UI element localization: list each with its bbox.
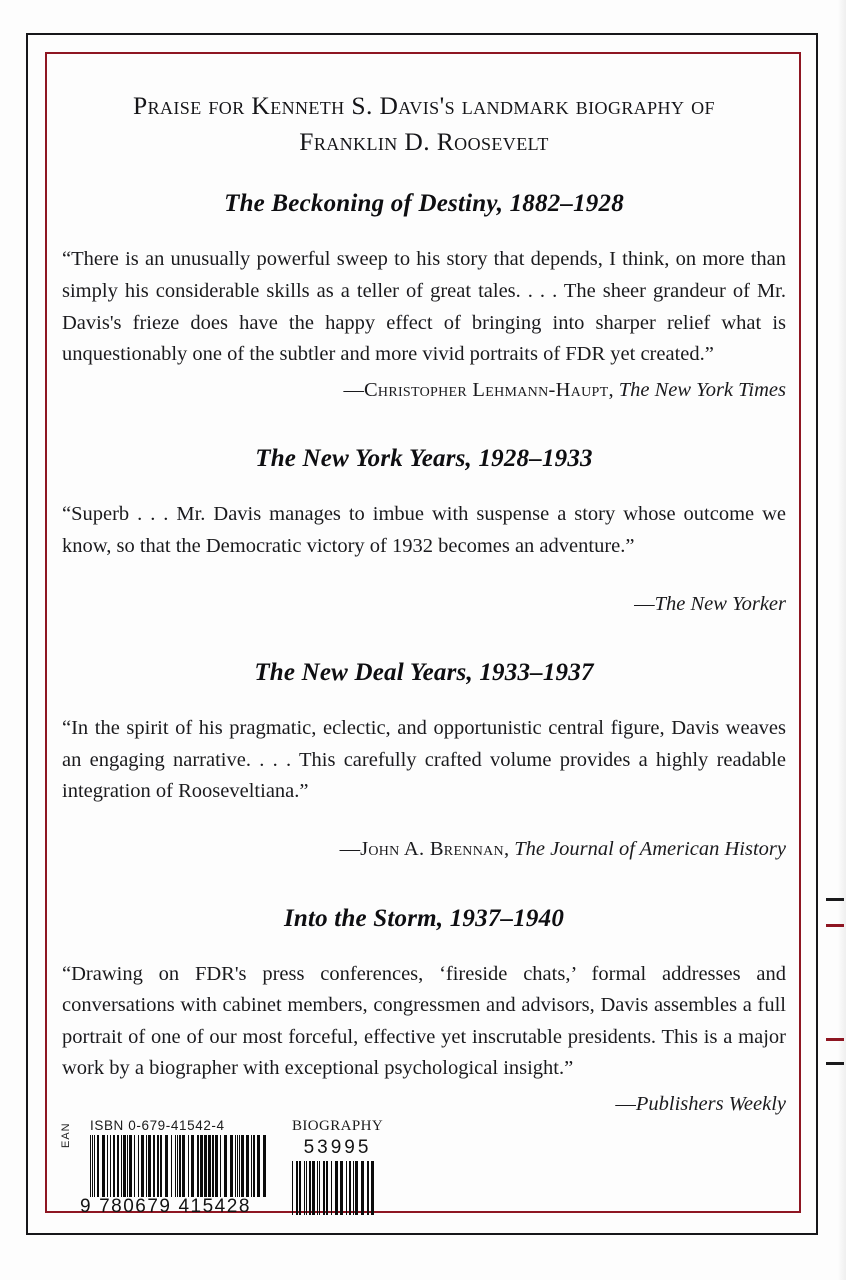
paper-edge-shading bbox=[838, 0, 846, 1280]
book-title: The Beckoning of Destiny, 1882–1928 bbox=[224, 190, 624, 218]
book-title: The New Deal Years, 1933–1937 bbox=[254, 659, 594, 687]
price-addon-barcode-bars bbox=[292, 1161, 376, 1215]
review-attribution bbox=[62, 834, 786, 865]
attribution-publication: The New York Times bbox=[618, 378, 786, 401]
ean-group-right: 415428 bbox=[178, 1196, 251, 1217]
ean-group-left: 780679 bbox=[99, 1196, 172, 1217]
attribution-dash: — bbox=[615, 1092, 636, 1115]
ean-lead-digit: 9 bbox=[80, 1196, 93, 1217]
praise-heading bbox=[74, 88, 774, 160]
isbn-text: ISBN 0-679-41542-4 bbox=[90, 1118, 225, 1133]
attribution-separator: , bbox=[608, 378, 619, 401]
review-attribution bbox=[62, 1089, 786, 1120]
attribution-publication: The Journal of American History bbox=[514, 837, 786, 860]
review-attribution bbox=[62, 375, 786, 406]
edge-fold-mark-2 bbox=[826, 924, 844, 927]
review-block bbox=[62, 445, 786, 619]
attribution-person: Christopher Lehmann-Haupt bbox=[363, 378, 609, 401]
price-addon-block bbox=[292, 1118, 384, 1215]
book-title: Into the Storm, 1937–1940 bbox=[283, 904, 565, 932]
edge-fold-mark-4 bbox=[826, 1062, 844, 1065]
praise-heading-line-2: Franklin D. Roosevelt bbox=[299, 127, 549, 157]
attribution-dash: — bbox=[343, 378, 364, 401]
ean13-digits bbox=[80, 1196, 251, 1218]
review-block bbox=[62, 190, 786, 405]
review-block bbox=[62, 905, 786, 1120]
review-attribution bbox=[62, 589, 786, 620]
review-quote: “Drawing on FDR's press conferences, ‘fireside chats,’ formal addresses and conversations with cabinet members, congressmen and advisors, Davis assembles a full portrait of one of our most forceful, effective yet inscrutable presidents. This is a major work by a biographer with exceptional psychological insight.” bbox=[62, 962, 786, 1080]
price-code: 53995 bbox=[303, 1137, 372, 1158]
cover-content bbox=[62, 72, 786, 1202]
review-quote: “There is an unusually powerful sweep to his story that depends, I think, on more than simply his considerable skills as a teller of great tales. . . . The sheer grandeur of Mr. Davis's frieze does have the happy effect of bringing into sharper relief what is unquestionably one of the subtler and more vivid portraits of FDR yet created.” bbox=[62, 248, 786, 366]
ean-label: EAN bbox=[60, 1122, 72, 1148]
attribution-dash: — bbox=[634, 592, 655, 615]
attribution-person: John A. Brennan bbox=[360, 837, 504, 860]
review-block bbox=[62, 659, 786, 864]
ean13-barcode-bars bbox=[90, 1135, 266, 1197]
attribution-publication: Publishers Weekly bbox=[635, 1092, 786, 1115]
edge-fold-mark-1 bbox=[826, 898, 844, 901]
praise-heading-line-1: Praise for Kenneth S. Davis's landmark biography of bbox=[133, 91, 715, 120]
category-label: BIOGRAPHY bbox=[292, 1118, 384, 1134]
edge-fold-mark-3 bbox=[826, 1038, 844, 1041]
review-quote: “Superb . . . Mr. Davis manages to imbue with suspense a story whose outcome we know, so that the Democratic victory of 1932 becomes an adventure.” bbox=[62, 503, 786, 557]
review-quote: “In the spirit of his pragmatic, eclectic, and opportunistic central figure, Davis weaves an engaging narrative. . . . This carefully crafted volume provides a highly readable integration of Rooseveltiana.” bbox=[62, 717, 786, 803]
book-title: The New York Years, 1928–1933 bbox=[255, 445, 593, 473]
attribution-separator: , bbox=[503, 837, 515, 860]
barcode-block bbox=[60, 1118, 384, 1218]
attribution-dash: — bbox=[339, 837, 361, 860]
attribution-publication: The New Yorker bbox=[654, 592, 786, 615]
